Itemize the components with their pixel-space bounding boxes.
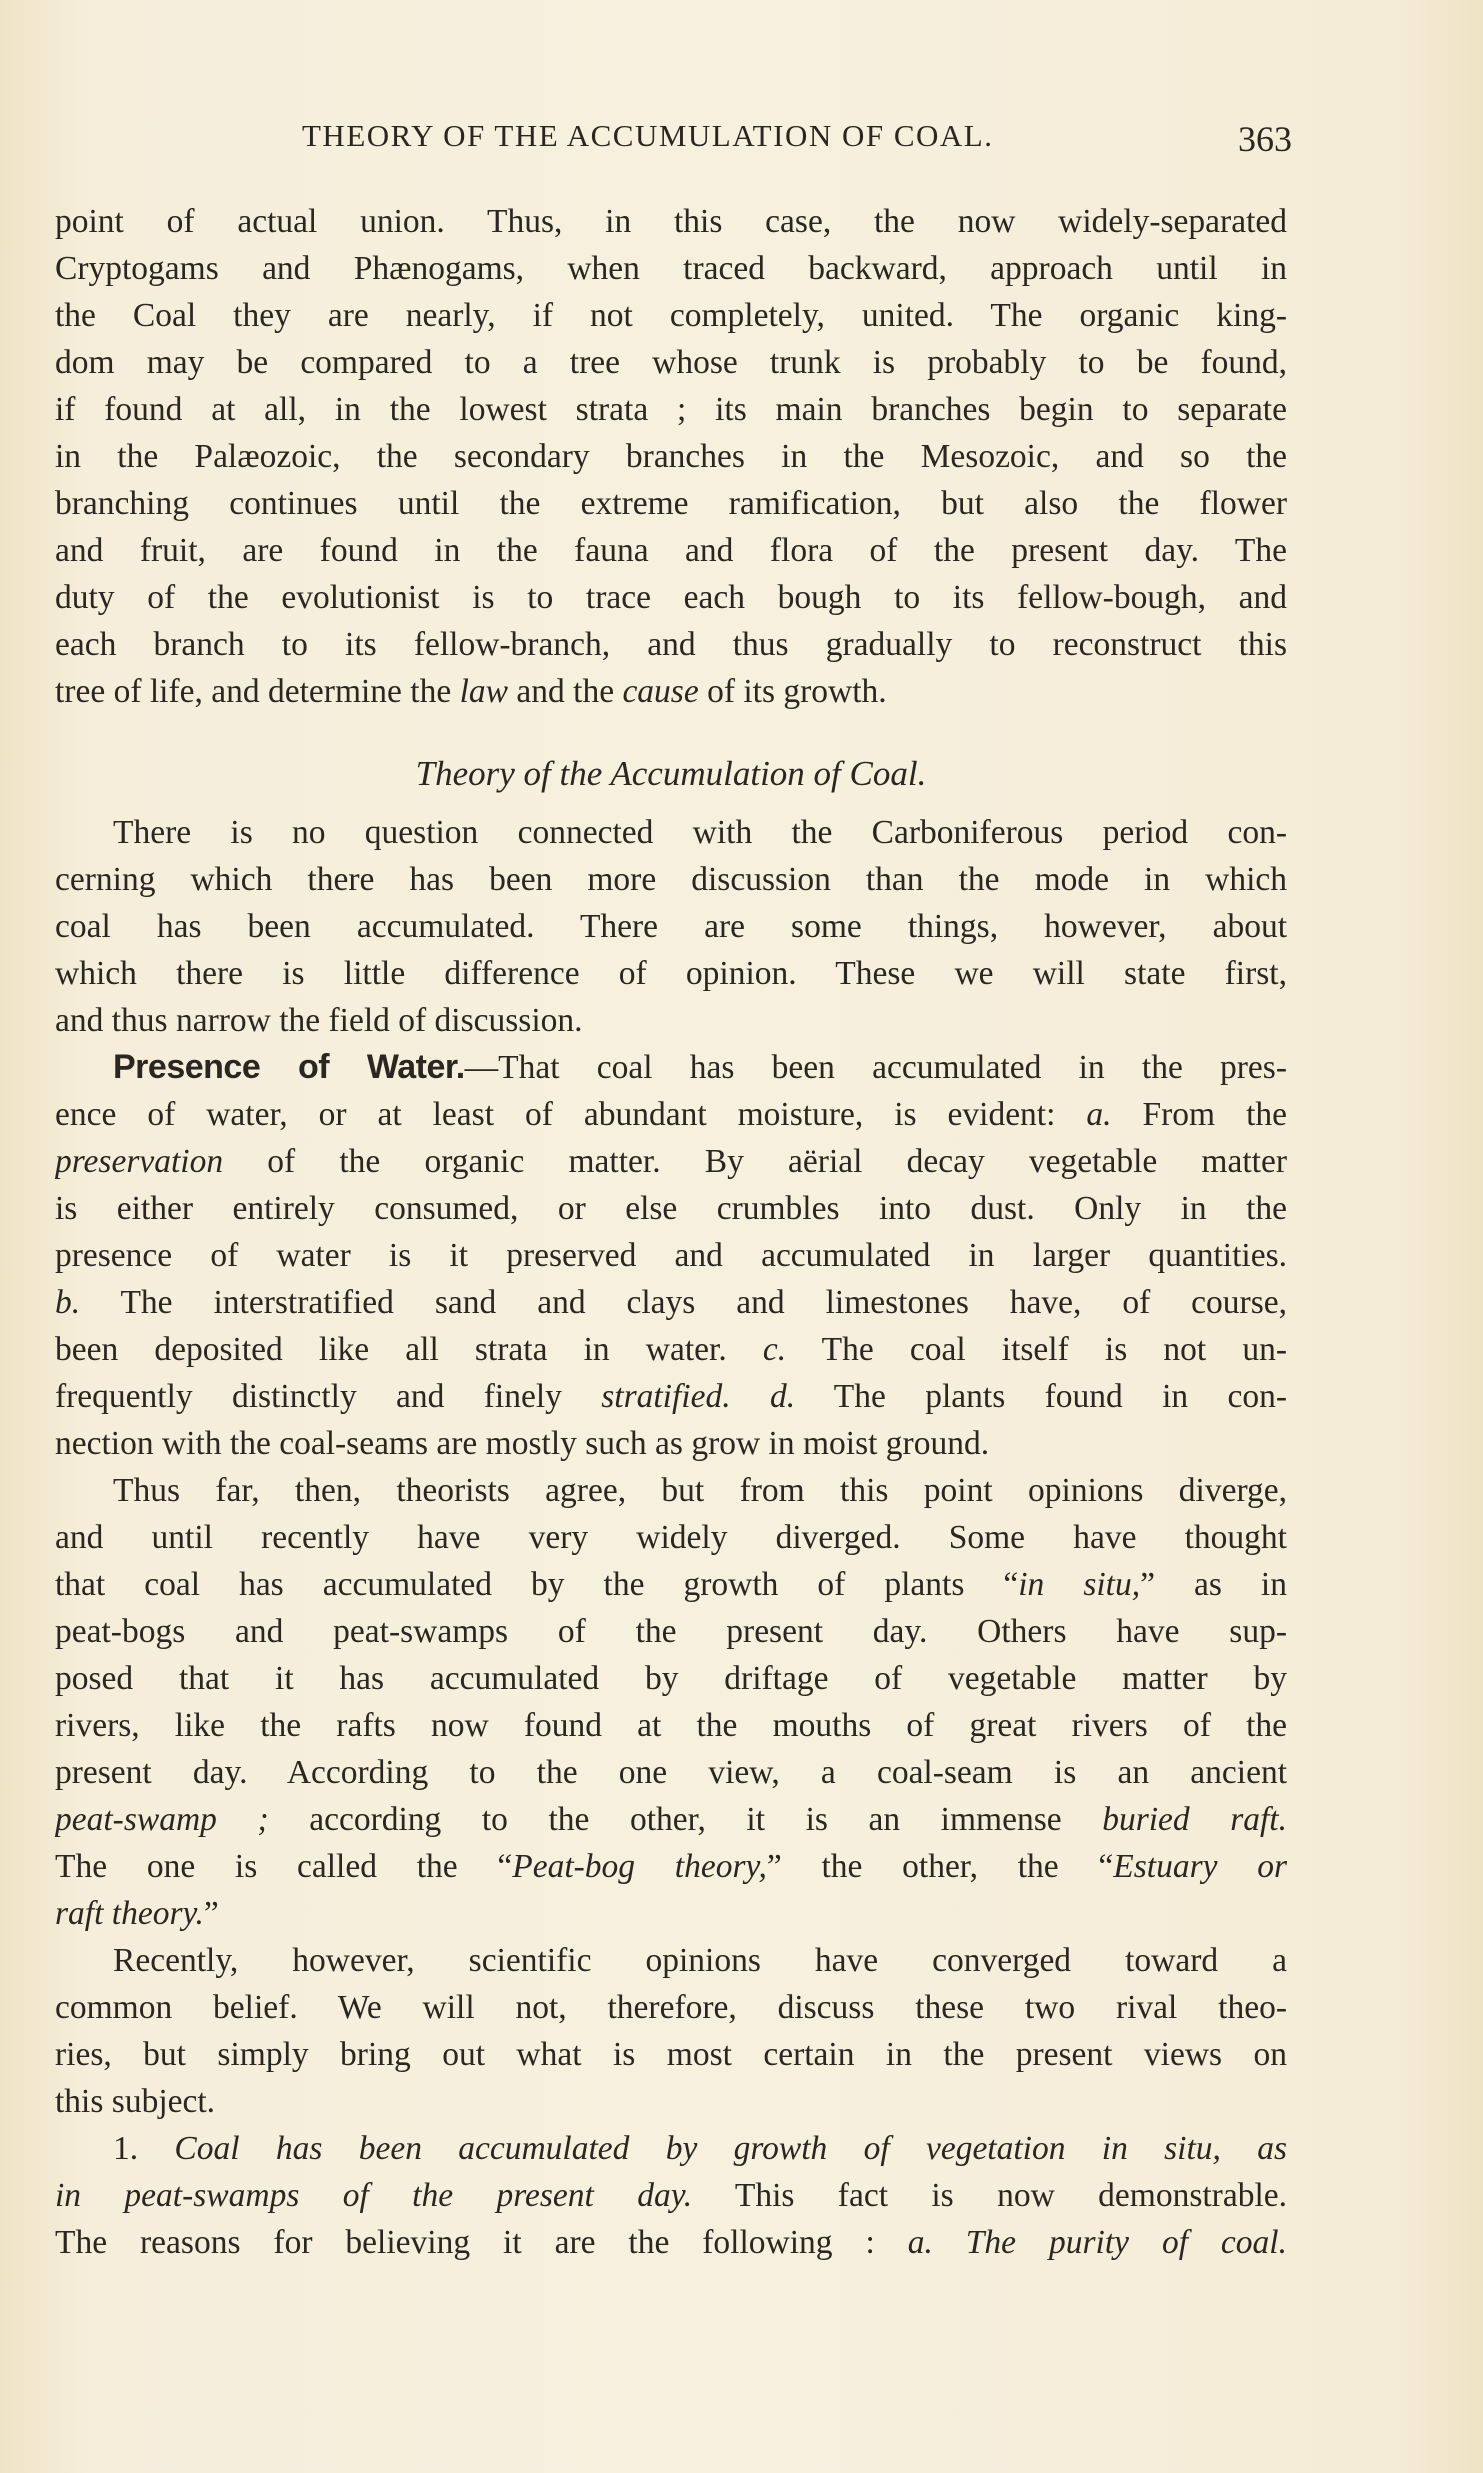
text-line: and fruit, are found in the fauna and flora of the present day. The	[55, 532, 1287, 569]
italic-word: a. The purity of coal.	[907, 2224, 1287, 2261]
italic-word: c.	[762, 1331, 787, 1368]
text-line: in the Palæozoic, the secondary branches in the Mesozoic, and so the	[55, 438, 1287, 475]
text-line: branching continues until the extreme ramification, but also the flower	[55, 485, 1287, 522]
text-line	[55, 1326, 1287, 1373]
text-line: dom may be compared to a tree whose trunk is probably to be found,	[55, 344, 1287, 381]
text-line: coal has been accumulated. There are some things, however, about	[55, 908, 1287, 945]
italic-word: cause	[622, 673, 699, 710]
text-line: the Coal they are nearly, if not completely, united. The organic king-	[55, 297, 1287, 334]
text-run: ence of water, or at least of abundant moisture, is evident:	[55, 1096, 1087, 1133]
text-run: according to the other, it is an immense	[268, 1801, 1103, 1838]
text-line	[55, 1044, 1287, 1091]
text-run: This fact is now demonstrable.	[692, 2177, 1287, 2214]
text-line	[55, 1890, 1287, 1937]
text-line: and thus narrow the field of discussion.	[55, 1002, 583, 1039]
text-line	[55, 2125, 1287, 2172]
text-run: frequently distinctly and finely	[55, 1378, 602, 1415]
text-line: Recently, however, scientific opinions have converged toward a	[113, 1942, 1287, 1979]
text-run: The coal itself is not un-	[786, 1331, 1287, 1368]
text-line	[55, 2172, 1287, 2219]
text-line	[55, 1138, 1287, 1185]
page-header	[302, 118, 1292, 168]
text-line	[55, 1373, 1287, 1420]
section-heading: Theory of the Accumulation of Coal.	[415, 754, 927, 793]
text-run: of the organic matter. By aërial decay vegetable matter	[223, 1143, 1287, 1180]
text-line: duty of the evolutionist is to trace each bough to its fellow-bough, and	[55, 579, 1287, 616]
text-line: if found at all, in the lowest strata ; its main branches begin to separate	[55, 391, 1287, 428]
text-line: rivers, like the rafts now found at the mouths of great rivers of the	[55, 1707, 1287, 1744]
text-line: cerning which there has been more discussion than the mode in which	[55, 861, 1287, 898]
text-run: The reasons for believing it are the following :	[55, 2224, 908, 2261]
text-line: this subject.	[55, 2083, 216, 2120]
text-run: ”	[203, 1895, 219, 1932]
text-line: which there is little difference of opinion. These we will state first,	[55, 955, 1287, 992]
text-line: point of actual union. Thus, in this case, the now widely-separated	[55, 203, 1287, 240]
text-line: each branch to its fellow-branch, and thus gradually to reconstruct this	[55, 626, 1287, 663]
text-line: Thus far, then, theorists agree, but from this point opinions diverge,	[113, 1472, 1287, 1509]
text-line	[55, 1279, 1287, 1326]
text-line: There is no question connected with the Carboniferous period con-	[113, 814, 1287, 851]
text-line: present day. According to the one view, a coal-seam is an ancient	[55, 1754, 1287, 1791]
text-line: nection with the coal-seams are mostly such as grow in moist ground.	[55, 1425, 990, 1462]
italic-word: stratified.	[601, 1378, 731, 1415]
text-run: been deposited like all strata in water.	[55, 1331, 763, 1368]
text-run: The one is called the “	[55, 1848, 513, 1885]
text-run: ” the other, the “	[766, 1848, 1114, 1885]
text-line: Cryptogams and Phænogams, when traced backward, approach until in	[55, 250, 1287, 287]
italic-word: buried raft.	[1102, 1801, 1287, 1838]
text-run: tree of life, and determine the	[55, 673, 460, 710]
text-run: ” as in	[1140, 1566, 1287, 1603]
text-run: and the	[508, 673, 623, 710]
text-line	[55, 1796, 1287, 1843]
running-title: THEORY OF THE ACCUMULATION OF COAL.	[302, 118, 994, 153]
text-line	[55, 1091, 1287, 1138]
italic-word: preservation	[55, 1143, 224, 1180]
italic-word: b.	[55, 1284, 81, 1321]
text-run: that coal has accumulated by the growth of plants “	[55, 1566, 1019, 1603]
text-line: peat-bogs and peat-swamps of the present day. Others have sup-	[55, 1613, 1287, 1650]
spacer	[55, 715, 1287, 751]
text-line: presence of water is it preserved and accumulated in larger quantities.	[55, 1237, 1287, 1274]
text-run: The interstratified sand and clays and limestones have, of course,	[80, 1284, 1287, 1321]
text-run: From the	[1111, 1096, 1287, 1133]
italic-word: Estuary or	[1113, 1848, 1287, 1885]
text-line: is either entirely consumed, or else crumbles into dust. Only in the	[55, 1190, 1287, 1227]
italic-word: raft theory.	[55, 1895, 204, 1932]
text-run	[731, 1378, 770, 1415]
text-line	[55, 1843, 1287, 1890]
text-run: The plants found in con-	[795, 1378, 1287, 1415]
italic-word: in situ,	[1018, 1566, 1141, 1603]
italic-word: Coal has been accumulated by growth of vegetation in situ, as	[174, 2130, 1287, 2167]
body-text	[55, 198, 1287, 2266]
italic-word: Peat-bog theory,	[512, 1848, 767, 1885]
text-line	[55, 668, 1287, 715]
side-heading: Presence of Water.	[113, 1048, 465, 1086]
italic-word: a.	[1086, 1096, 1112, 1133]
text-line: common belief. We will not, therefore, discuss these two rival theo-	[55, 1989, 1287, 2026]
text-line: posed that it has accumulated by driftage of vegetable matter by	[55, 1660, 1287, 1697]
text-run: 1.	[113, 2130, 175, 2167]
text-line	[55, 1561, 1287, 1608]
text-line: ries, but simply bring out what is most certain in the present views on	[55, 2036, 1287, 2073]
italic-word: d.	[769, 1378, 796, 1415]
text-run: of its growth.	[698, 673, 887, 710]
italic-word: peat-swamp ;	[55, 1801, 269, 1838]
page-number: 363	[1238, 119, 1292, 159]
text-line	[55, 2219, 1287, 2266]
italic-word: law	[459, 673, 509, 710]
text-run: —That coal has been accumulated in the pres-	[464, 1049, 1287, 1086]
italic-word: in peat-swamps of the present day.	[55, 2177, 693, 2214]
text-line: and until recently have very widely diverged. Some have thought	[55, 1519, 1287, 1556]
